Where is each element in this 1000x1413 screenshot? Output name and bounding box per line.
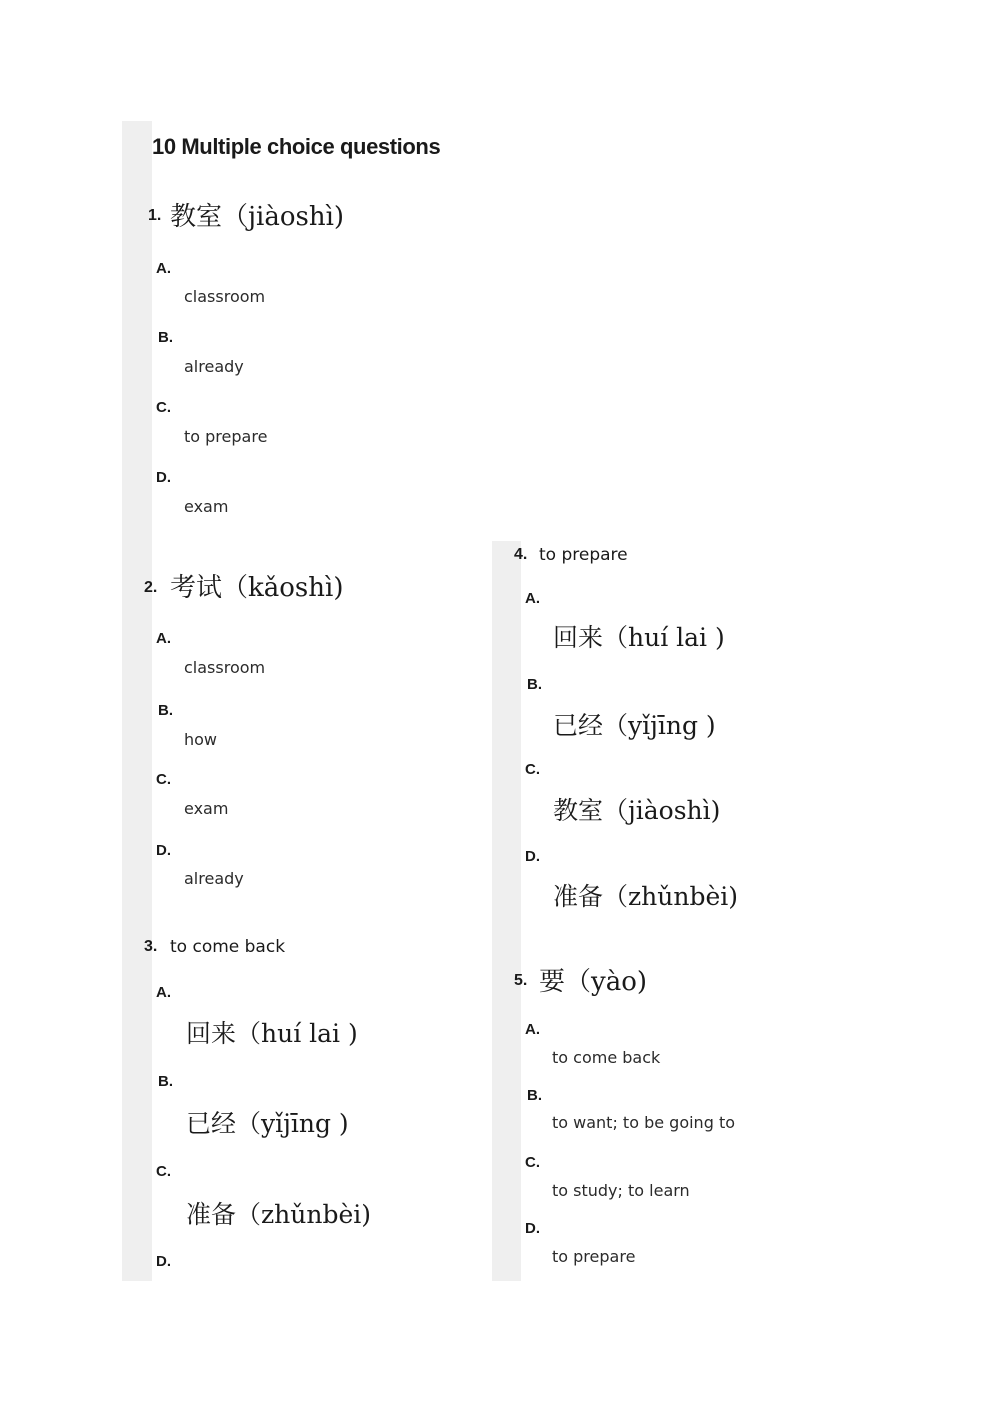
question-1-number: 1. <box>148 207 162 224</box>
q1-option-a-letter: A. <box>156 260 171 277</box>
q4-option-d[interactable]: 准备（zhǔnbèi) <box>553 882 739 911</box>
q3-option-d-letter: D. <box>156 1253 171 1270</box>
q1-option-a[interactable]: classroom <box>184 287 266 306</box>
q4-option-c[interactable]: 教室（jiàoshì) <box>553 796 721 825</box>
q4-option-c-letter: C. <box>525 761 540 778</box>
q5-option-b-letter: B. <box>527 1087 542 1104</box>
question-2-number: 2. <box>144 579 158 596</box>
q2-option-c[interactable]: exam <box>184 799 229 818</box>
q1-option-d[interactable]: exam <box>184 497 229 516</box>
q2-option-d[interactable]: already <box>184 869 244 888</box>
q5-option-c-letter: C. <box>525 1154 540 1171</box>
q2-option-a-letter: A. <box>156 630 171 647</box>
q2-option-c-letter: C. <box>156 771 171 788</box>
question-4-number: 4. <box>514 546 528 563</box>
left-column-strip <box>122 121 152 1281</box>
question-3-number: 3. <box>144 938 158 955</box>
q2-option-d-letter: D. <box>156 842 171 859</box>
q4-option-b-letter: B. <box>527 676 542 693</box>
q5-option-a-letter: A. <box>525 1021 540 1038</box>
right-column-strip <box>492 541 521 1281</box>
q1-option-d-letter: D. <box>156 469 171 486</box>
question-5-text: 要（yào) <box>539 967 647 997</box>
q2-option-b[interactable]: how <box>184 730 218 749</box>
q4-option-d-letter: D. <box>525 848 540 865</box>
question-1-text: 教室（jiàoshì) <box>170 202 345 232</box>
q3-option-a[interactable]: 回来（huí lai ) <box>186 1019 358 1048</box>
q1-option-b-letter: B. <box>158 329 173 346</box>
page-title: 10 Multiple choice questions <box>152 134 441 159</box>
q3-option-b-letter: B. <box>158 1073 173 1090</box>
q3-option-c[interactable]: 准备（zhǔnbèi) <box>186 1200 372 1229</box>
q1-option-b[interactable]: already <box>184 357 244 376</box>
q3-option-c-letter: C. <box>156 1163 171 1180</box>
q5-option-c[interactable]: to study; to learn <box>552 1181 690 1200</box>
question-3-text: to come back <box>170 937 286 957</box>
q5-option-d[interactable]: to prepare <box>552 1247 636 1266</box>
q4-option-a-letter: A. <box>525 590 540 607</box>
question-5-number: 5. <box>514 972 528 989</box>
q4-option-b[interactable]: 已经（yǐjīng ) <box>553 711 716 740</box>
q2-option-a[interactable]: classroom <box>184 658 266 677</box>
q5-option-d-letter: D. <box>525 1220 540 1237</box>
q5-option-a[interactable]: to come back <box>552 1048 661 1067</box>
q1-option-c[interactable]: to prepare <box>184 427 268 446</box>
q1-option-c-letter: C. <box>156 399 171 416</box>
question-2-text: 考试（kǎoshì) <box>170 573 344 603</box>
question-4-text: to prepare <box>539 545 628 565</box>
q3-option-b[interactable]: 已经（yǐjīng ) <box>186 1109 349 1138</box>
q5-option-b[interactable]: to want; to be going to <box>552 1113 735 1132</box>
q3-option-a-letter: A. <box>156 984 171 1001</box>
q2-option-b-letter: B. <box>158 702 173 719</box>
q4-option-a[interactable]: 回来（huí lai ) <box>553 623 725 652</box>
